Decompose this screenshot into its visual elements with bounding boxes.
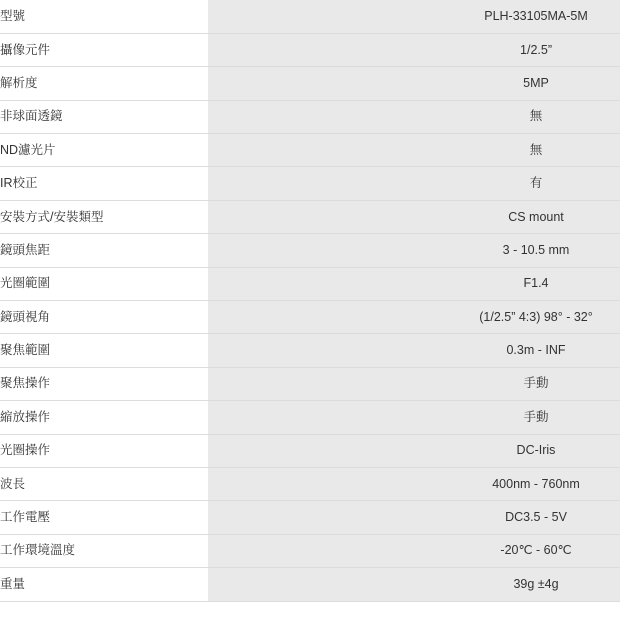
spec-label: 光圈範圍: [0, 267, 208, 300]
spec-value: DC-Iris: [452, 434, 620, 467]
spec-label: 工作電壓: [0, 501, 208, 534]
spec-value: 400nm - 760nm: [452, 467, 620, 500]
table-row: [0, 334, 620, 367]
table-row: [0, 234, 620, 267]
table-row: [0, 568, 620, 601]
table-row: [0, 200, 620, 233]
table-row: [0, 33, 620, 66]
spec-spacer: [208, 434, 452, 467]
table-row: [0, 301, 620, 334]
spec-spacer: [208, 467, 452, 500]
spec-spacer: [208, 67, 452, 100]
spec-label: 聚焦範圍: [0, 334, 208, 367]
spec-label: 鏡頭焦距: [0, 234, 208, 267]
spec-value: 0.3m - INF: [452, 334, 620, 367]
spec-label: 安裝方式/安裝類型: [0, 200, 208, 233]
spec-spacer: [208, 167, 452, 200]
spec-spacer: [208, 100, 452, 133]
spec-spacer: [208, 501, 452, 534]
spec-label: 型號: [0, 0, 208, 33]
spec-spacer: [208, 334, 452, 367]
spec-label: 聚焦操作: [0, 367, 208, 400]
table-row: [0, 167, 620, 200]
spec-spacer: [208, 367, 452, 400]
spec-spacer: [208, 267, 452, 300]
spec-value: -20℃ - 60℃: [452, 534, 620, 567]
spec-value: 手動: [452, 401, 620, 434]
spec-spacer: [208, 234, 452, 267]
table-row: [0, 0, 620, 33]
spec-spacer: [208, 33, 452, 66]
table-row: [0, 100, 620, 133]
table-row: [0, 467, 620, 500]
spec-label: ND濾光片: [0, 134, 208, 167]
spec-label: IR校正: [0, 167, 208, 200]
spec-value: DC3.5 - 5V: [452, 501, 620, 534]
spec-label: 重量: [0, 568, 208, 601]
spec-spacer: [208, 200, 452, 233]
table-row: [0, 434, 620, 467]
table-row: [0, 67, 620, 100]
spec-value: F1.4: [452, 267, 620, 300]
spec-label: 工作環境溫度: [0, 534, 208, 567]
spec-spacer: [208, 401, 452, 434]
spec-spacer: [208, 534, 452, 567]
spec-label: 攝像元件: [0, 33, 208, 66]
spec-label: 非球面透鏡: [0, 100, 208, 133]
table-row: [0, 401, 620, 434]
spec-value: 有: [452, 167, 620, 200]
spec-spacer: [208, 301, 452, 334]
spec-label: 波長: [0, 467, 208, 500]
spec-value: 39g ±4g: [452, 568, 620, 601]
spec-label: 解析度: [0, 67, 208, 100]
table-row: [0, 501, 620, 534]
spec-value: 5MP: [452, 67, 620, 100]
spec-spacer: [208, 134, 452, 167]
table-row: [0, 267, 620, 300]
spec-label: 鏡頭視角: [0, 301, 208, 334]
table-row: [0, 367, 620, 400]
spec-value: 手動: [452, 367, 620, 400]
spec-value: 無: [452, 100, 620, 133]
table-row: [0, 534, 620, 567]
spec-value: 1/2.5”: [452, 33, 620, 66]
spec-label: 縮放操作: [0, 401, 208, 434]
spec-value: 無: [452, 134, 620, 167]
spec-value: CS mount: [452, 200, 620, 233]
spec-spacer: [208, 0, 452, 33]
spec-value: PLH-33105MA-5M: [452, 0, 620, 33]
table-row: [0, 134, 620, 167]
spec-value: 3 - 10.5 mm: [452, 234, 620, 267]
spec-label: 光圈操作: [0, 434, 208, 467]
spec-value: (1/2.5” 4:3) 98° - 32°: [452, 301, 620, 334]
spec-spacer: [208, 568, 452, 601]
